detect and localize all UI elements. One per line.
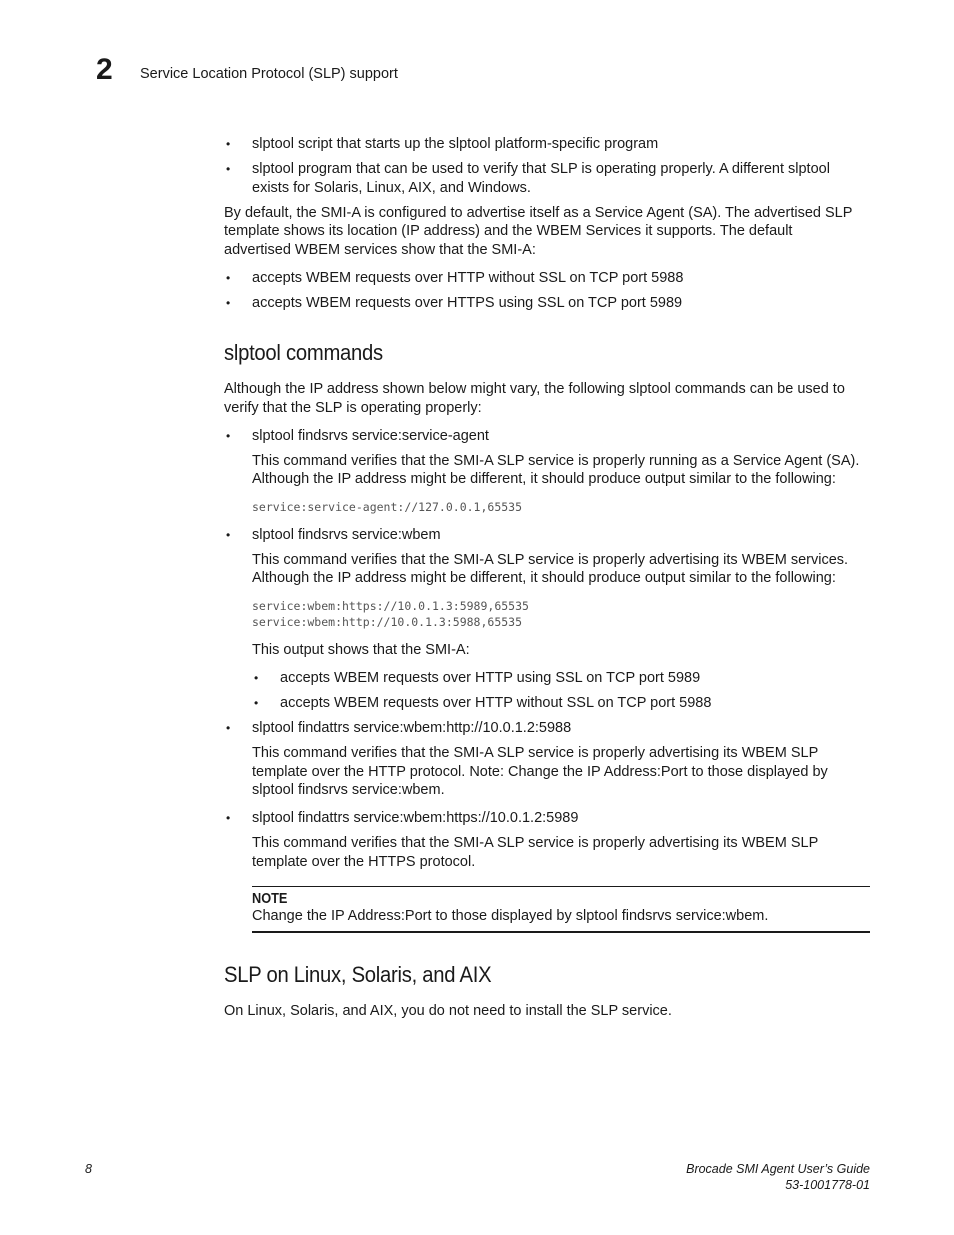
cmd2-output-line: service:wbem:http://10.0.1.3:5988,65535 (252, 615, 523, 629)
cmd3-label: slptool findattrs service:wbem:http://10.0.1.2:5988 (252, 720, 572, 736)
cmd2-sub-bullet: accepts WBEM requests over HTTP using SSL on TCP port 5989 (280, 670, 701, 686)
note-top-rule (252, 886, 870, 887)
intro-bullet2-2: accepts WBEM requests over HTTPS using SSL on TCP port 5989 (252, 295, 683, 311)
bullet-glyph: • (226, 137, 231, 151)
cmd2-label: slptool findsrvs service:wbem (252, 527, 441, 543)
slptool-intro-line: Although the IP address shown below might vary, the following slptool commands can be used to (224, 381, 845, 397)
cmd2-sub-bullet: accepts WBEM requests over HTTP without SSL on TCP port 5988 (280, 695, 712, 711)
slptool-intro-line: verify that the SLP is operating properly: (224, 400, 482, 416)
note-bottom-rule (252, 931, 870, 933)
bullet-glyph: • (226, 721, 231, 735)
bullet-glyph: • (254, 696, 259, 710)
footer-doc-number: 53-1001778-01 (785, 1177, 870, 1192)
cmd3-desc-line: This command verifies that the SMI-A SLP service is properly advertising its WBEM SLP (252, 745, 819, 761)
intro-bullet-2-cont: exists for Solaris, Linux, AIX, and Windows. (252, 180, 531, 196)
cmd4-label: slptool findattrs service:wbem:https://10.0.1.2:5989 (252, 810, 579, 826)
cmd3-desc-line: template over the HTTP protocol. Note: Change the IP Address:Port to those displayed by (252, 764, 828, 780)
intro-para-line: By default, the SMI-A is configured to advertise itself as a Service Agent (SA). The advertised SLP (224, 205, 853, 221)
section-heading-linux: SLP on Linux, Solaris, and AIX (224, 962, 492, 987)
cmd2-desc-line: This command verifies that the SMI-A SLP service is properly advertising its WBEM services. (252, 552, 849, 568)
chapter-number: 2 (96, 53, 113, 86)
bullet-glyph: • (226, 528, 231, 542)
cmd1-desc-line: Although the IP address might be different, it should produce output similar to the following: (252, 471, 836, 487)
bullet-glyph: • (226, 162, 231, 176)
footer-doc-title: Brocade SMI Agent User’s Guide (686, 1162, 870, 1176)
cmd1-output: service:service-agent://127.0.0.1,65535 (252, 500, 523, 514)
bullet-glyph: • (226, 296, 231, 310)
cmd1-label: slptool findsrvs service:service-agent (252, 428, 489, 444)
cmd2-output-line: service:wbem:https://10.0.1.3:5989,65535 (252, 599, 529, 613)
note-label: NOTE (252, 891, 288, 907)
footer-page-number: 8 (85, 1162, 92, 1176)
linux-text: On Linux, Solaris, and AIX, you do not need to install the SLP service. (224, 1003, 672, 1019)
bullet-glyph: • (226, 271, 231, 285)
cmd3-desc-line: slptool findsrvs service:wbem. (252, 782, 445, 798)
bullet-glyph: • (226, 429, 231, 443)
bullet-glyph: • (226, 811, 231, 825)
footer-doc-info (686, 1162, 870, 1193)
note-text: Change the IP Address:Port to those displayed by slptool findsrvs service:wbem. (252, 908, 769, 924)
intro-bullet2-1: accepts WBEM requests over HTTP without SSL on TCP port 5988 (252, 270, 684, 286)
section-heading-slptool: slptool commands (224, 340, 383, 365)
cmd1-desc-line: This command verifies that the SMI-A SLP service is properly running as a Service Agent (SA). (252, 453, 860, 469)
intro-bullet-1: slptool script that starts up the slptool platform-specific program (252, 136, 659, 152)
cmd4-desc-line: template over the HTTPS protocol. (252, 854, 476, 870)
bullet-glyph: • (254, 671, 259, 685)
intro-bullet-2: slptool program that can be used to verify that SLP is operating properly. A different slptool (252, 161, 830, 177)
cmd4-desc-line: This command verifies that the SMI-A SLP service is properly advertising its WBEM SLP (252, 835, 819, 851)
cmd2-shows: This output shows that the SMI-A: (252, 642, 470, 658)
intro-para-line: advertised WBEM services show that the SMI-A: (224, 242, 536, 258)
chapter-title: Service Location Protocol (SLP) support (140, 66, 398, 82)
cmd2-desc-line: Although the IP address might be different, it should produce output similar to the following: (252, 570, 836, 586)
intro-para-line: template shows its location (IP address) and the WBEM Services it supports. The default (224, 223, 793, 239)
